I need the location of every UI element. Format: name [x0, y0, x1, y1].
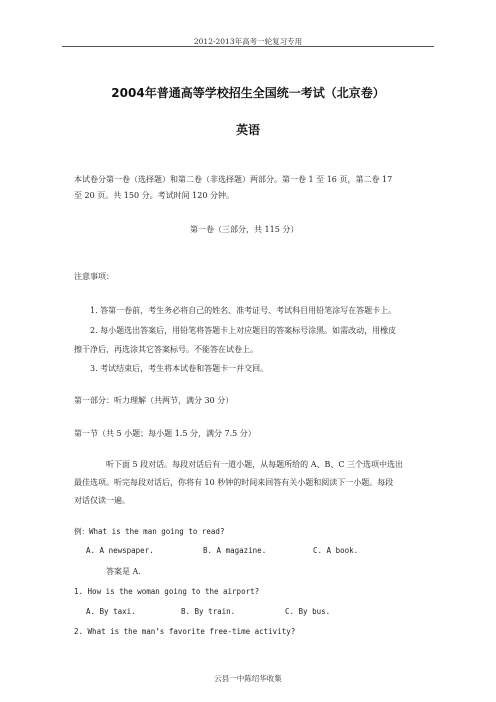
notice-heading: 注意事项： — [74, 272, 114, 281]
page-header: 2012-2013年高考一轮复习专用 — [193, 37, 303, 46]
notice-item-1: 1. 答第一卷前，考生务必将自己的姓名、准考证号、考试科目用铅笔涂写在答题卡上。 — [90, 306, 397, 315]
question-1-option-a: A. By taxi. — [86, 607, 136, 616]
subject-title: 英语 — [235, 123, 260, 137]
example-option-a: A. A newspaper. — [86, 546, 154, 555]
instructions-line-2: 最佳选项。听完每段对话后，你将有 10 秒钟的时间来回答有关小题和阅读下一小题。每段 — [74, 478, 394, 487]
notice-item-2-line-2: 擦干净后，再选涂其它答案标号。不能答在试卷上。 — [74, 345, 258, 354]
question-1-options — [86, 607, 330, 617]
volume1-heading: 第一卷（三部分，共 115 分） — [190, 225, 299, 234]
question-2: 2. What is the man’s favorite free-time activity? — [74, 627, 296, 636]
notice-item-3: 3. 考试结束后，考生将本试卷和答题卡一并交回。 — [90, 364, 269, 373]
example-option-c: C. A book. — [313, 546, 359, 555]
example-option-b: B. A magazine. — [203, 546, 267, 555]
section1-heading: 第一节（共 5 小题；每小题 1.5 分，满分 7.5 分） — [74, 429, 256, 438]
intro-line-1: 本试卷分第一卷（选择题）和第二卷（非选择题）两部分。第一卷 1 至 16 页，第二卷 17 — [74, 175, 393, 184]
example-answer: 答案是 A. — [106, 567, 141, 576]
example-options — [86, 546, 358, 556]
question-1-option-b: B. By train. — [181, 607, 236, 616]
question-1-option-c: C. By bus. — [285, 607, 331, 616]
page-footer: 云县一中陈绍华收集 — [214, 674, 282, 683]
example-question: 例：What is the man going to read? — [74, 527, 225, 536]
intro-line-2: 至 20 页。共 150 分。考试时间 120 分钟。 — [74, 191, 234, 200]
exam-title: 2004年普通高等学校招生全国统一考试（北京卷） — [111, 86, 385, 100]
instructions-line-3: 对话仅读一遍。 — [74, 496, 130, 505]
header-rule — [62, 46, 434, 47]
notice-item-2-line-1: 2. 每小题选出答案后，用铅笔将答题卡上对应题目的答案标号涂黑。如需改动，用橡皮 — [90, 326, 397, 335]
part1-heading: 第一部分：听力理解（共两节，满分 30 分） — [74, 396, 234, 405]
instructions-line-1: 听下面 5 段对话。每段对话后有一道小题，从每题所给的 A、B、C 三个选项中选出 — [106, 460, 404, 469]
question-1: 1. How is the woman going to the airport? — [74, 587, 260, 596]
